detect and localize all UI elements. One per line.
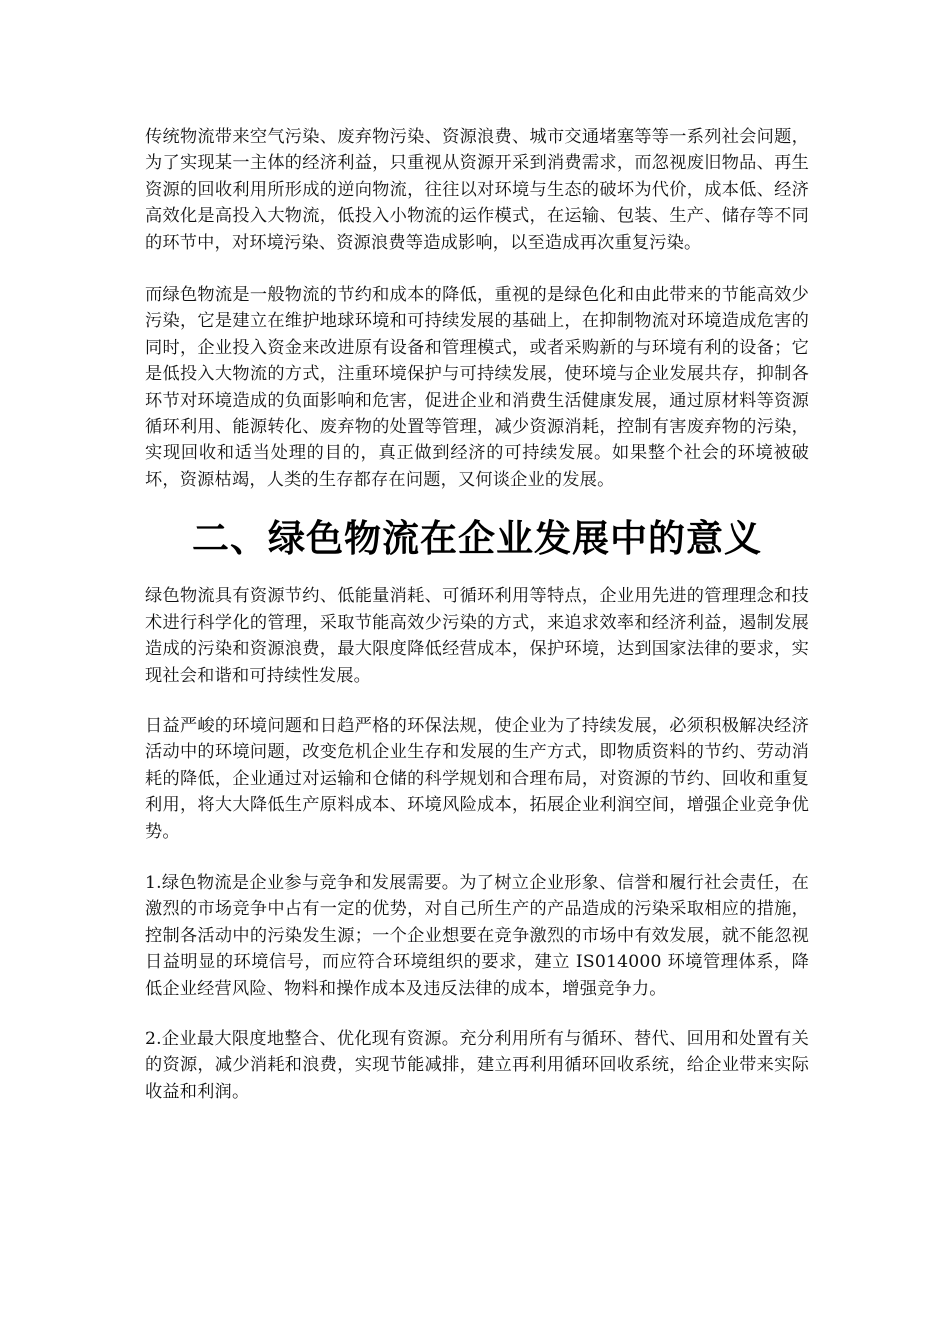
paragraph-traditional-logistics: 传统物流带来空气污染、废弃物污染、资源浪费、城市交通堵塞等等一系列社会问题，为了实现某一主体的经济利益，只重视从资源开采到消费需求，而忽视废旧物品、再生资源的回收利用所形成的逆向物流，往往以对环境与生态的破坏为代价，成本低、经济高效化是高投入大物流，低投入小物流的运作模式，在运输、包装、生产、储存等不同的环节中，对环境污染、资源浪费等造成影响，以至造成再次重复污染。 [145, 127, 809, 253]
paragraph-green-logistics-features: 绿色物流具有资源节约、低能量消耗、可循环利用等特点，企业用先进的管理理念和技术进行科学化的管理，采取节能高效少污染的方式，来追求效率和经济利益，遏制发展造成的污染和资源浪费，最大限度降低经营成本，保护环境，达到国家法律的要求，实现社会和谐和可持续性发展。 [145, 586, 809, 686]
paragraph-point-1: 1.绿色物流是企业参与竞争和发展需要。为了树立企业形象、信誉和履行社会责任，在激烈的市场竞争中占有一定的优势，对自己所生产的产品造成的污染采取相应的措施，控制各活动中的污染发生源；一个企业想要在竞争激烈的市场中有效发展，就不能忽视日益明显的环境信号，而应符合环境组织的要求，建立 IS014000 环境管理体系，降低企业经营风险、物料和操作成本及违反法律的成本，增强竞争力。 [145, 872, 809, 999]
paragraph-green-logistics: 而绿色物流是一般物流的节约和成本的降低，重视的是绿色化和由此带来的节能高效少污染，它是建立在维护地球环境和可持续发展的基础上，在抑制物流对环境造成危害的同时，企业投入资金来改进原有设备和管理模式，或者采购新的与环境有利的设备；它是低投入大物流的方式，注重环境保护与可持续发展，使环境与企业发展共存，抑制各环节对环境造成的负面影响和危害，促进企业和消费生活健康发展，通过原材料等资源循环利用、能源转化、废弃物的处置等管理，减少资源消耗，控制有害废弃物的污染，实现回收和适当处理的目的，真正做到经济的可持续发展。如果整个社会的环境被破坏，资源枯竭，人类的生存都存在问题，又何谈企业的发展。 [145, 285, 809, 490]
paragraph-point-2: 2.企业最大限度地整合、优化现有资源。充分利用所有与循环、替代、回用和处置有关的资源，减少消耗和浪费，实现节能减排，建立再利用循环回收系统，给企业带来实际收益和利润。 [145, 1028, 809, 1102]
section-heading: 二、绿色物流在企业发展中的意义 [192, 517, 762, 561]
document-page [145, 124, 809, 1105]
paragraph-environmental-issues: 日益严峻的环境问题和日趋严格的环保法规，使企业为了持续发展，必须积极解决经济活动中的环境问题，改变危机企业生存和发展的生产方式，即物质资料的节约、劳动消耗的降低，企业通过对运输和仓储的科学规划和合理布局，对资源的节约、回收和重复利用，将大大降低生产原料成本、环境风险成本，拓展企业利润空间，增强企业竞争优势。 [145, 715, 809, 842]
